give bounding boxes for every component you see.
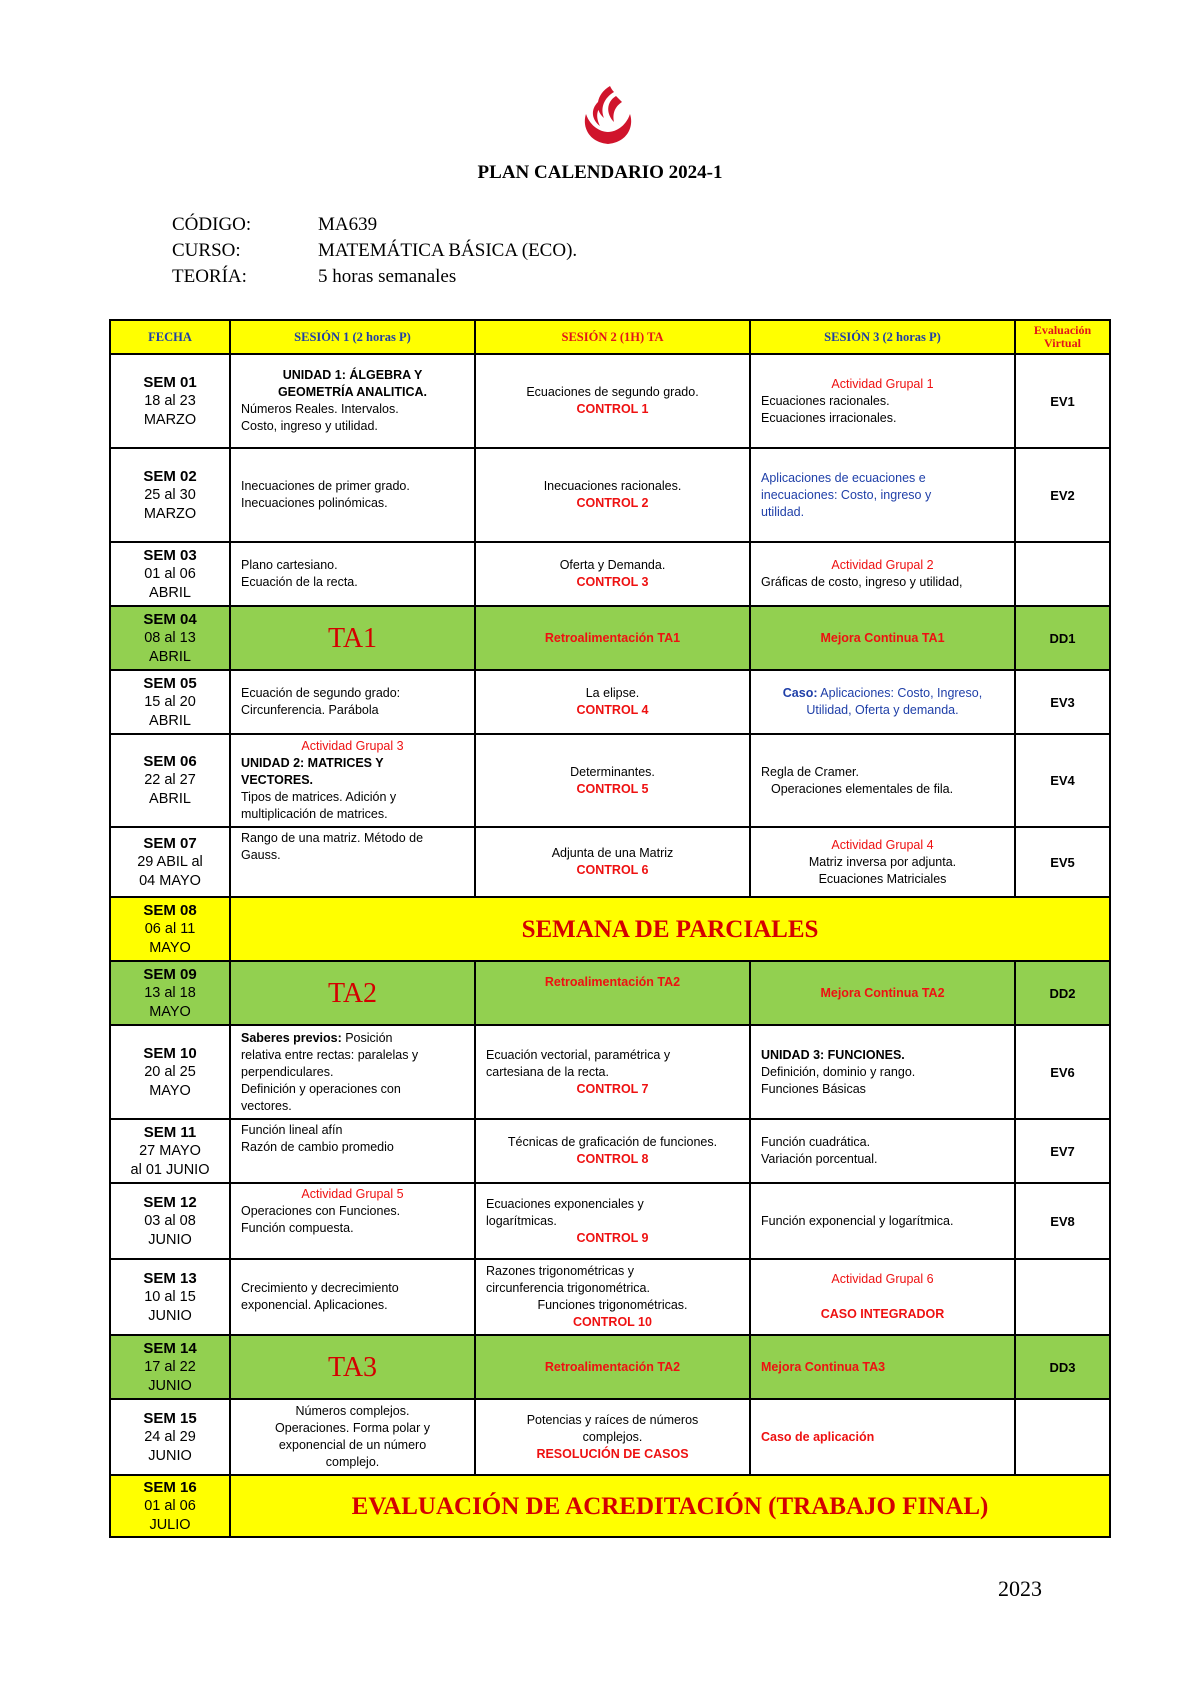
- topic: Plano cartesiano.: [241, 558, 338, 572]
- table-row: [110, 827, 1110, 897]
- topic: Ecuación de la recta.: [241, 575, 358, 589]
- unit-title: UNIDAD 1: ÁLGEBRA Y: [282, 368, 423, 382]
- week-month: MARZO: [143, 505, 197, 522]
- evaluation-cell: EV1: [1015, 354, 1110, 448]
- improvement-label: Mejora Continua TA1: [750, 606, 1015, 670]
- week-label: SEM 06: [143, 753, 197, 770]
- topic: exponencial. Aplicaciones.: [241, 1298, 388, 1312]
- week-month: MARZO: [143, 411, 197, 428]
- group-activity: Actividad Grupal 5: [301, 1187, 404, 1201]
- session3-cell: [750, 1399, 1015, 1475]
- improvement-label: Mejora Continua TA3: [750, 1335, 1015, 1399]
- session2-cell: [475, 734, 750, 827]
- topic: Ecuaciones Matriciales: [818, 871, 947, 886]
- week-month: 04 MAYO: [139, 872, 201, 889]
- case-resolution-label: RESOLUCIÓN DE CASOS: [536, 1446, 689, 1461]
- week-month: JUNIO: [148, 1307, 192, 1324]
- document-title: PLAN CALENDARIO 2024-1: [477, 162, 723, 183]
- evaluation-cell: EV4: [1015, 734, 1110, 827]
- topic: Razón de cambio promedio: [241, 1140, 394, 1154]
- week-cell: [110, 827, 230, 897]
- control-label: CONTROL 1: [576, 402, 649, 416]
- evaluation-cell: DD1: [1015, 606, 1110, 670]
- table-row: [110, 542, 1110, 606]
- topic: vectores.: [241, 1098, 292, 1113]
- topic: Oferta y Demanda.: [559, 558, 666, 572]
- col-sesion1: SESIÓN 1 (2 horas P): [230, 320, 475, 354]
- topic: Ecuación vectorial, paramétrica y: [486, 1047, 671, 1062]
- week-dates: 15 al 20: [144, 693, 196, 710]
- topic: Operaciones elementales de fila.: [771, 781, 954, 796]
- ta-label: TA2: [230, 961, 475, 1025]
- unit-title: VECTORES.: [241, 773, 314, 787]
- curso-value: MATEMÁTICA BÁSICA (ECO).: [318, 240, 578, 261]
- week-cell: [110, 961, 230, 1025]
- week-dates: 03 al 08: [144, 1212, 196, 1229]
- topic: Aplicaciones de ecuaciones e: [761, 470, 926, 485]
- week-cell: [110, 1399, 230, 1475]
- application-case-label: Caso de aplicación: [761, 1429, 875, 1444]
- control-label: CONTROL 8: [576, 1152, 649, 1166]
- group-activity: Actividad Grupal 4: [831, 837, 934, 852]
- session3-cell: [750, 670, 1015, 734]
- week-dates: 27 MAYO: [139, 1142, 201, 1159]
- week-dates: 17 al 22: [144, 1358, 196, 1375]
- session1-cell: [230, 1259, 475, 1335]
- evaluation-cell: DD3: [1015, 1335, 1110, 1399]
- topic: Función lineal afín: [241, 1123, 343, 1137]
- topic: Números Reales. Intervalos.: [241, 402, 399, 416]
- topic: La elipse.: [585, 686, 640, 700]
- week-month: MAYO: [149, 1003, 191, 1020]
- week-label: SEM 02: [143, 467, 197, 485]
- col-fecha: FECHA: [110, 320, 230, 354]
- topic: cartesiana de la recta.: [486, 1064, 609, 1079]
- session2-cell: [475, 1259, 750, 1335]
- topic: Determinantes.: [570, 764, 655, 779]
- university-logo: [580, 84, 636, 146]
- topic: logarítmicas.: [486, 1213, 557, 1228]
- topic: Gauss.: [241, 848, 281, 862]
- ta-label: TA1: [230, 606, 475, 670]
- prior-knowledge-label: Saberes previos:: [241, 1030, 342, 1045]
- calendar-table: [109, 319, 1111, 1538]
- week-dates: 01 al 06: [144, 1497, 196, 1514]
- week-cell: [110, 606, 230, 670]
- topic: relativa entre rectas: paralelas y: [241, 1047, 419, 1062]
- topic: Números complejos.: [295, 1404, 410, 1418]
- topic: Circunferencia. Parábola: [241, 703, 379, 717]
- week-dates: 20 al 25: [144, 1063, 196, 1080]
- feedback-label: Retroalimentación TA2: [475, 961, 750, 1025]
- session1-cell: [230, 827, 475, 897]
- session2-cell: [475, 354, 750, 448]
- week-label: SEM 11: [143, 1123, 197, 1141]
- col-evaluacion: Evaluación Virtual: [1015, 320, 1110, 354]
- session3-cell: [750, 1119, 1015, 1183]
- topic: Definición y operaciones con: [241, 1081, 401, 1096]
- topic: Ecuaciones de segundo grado.: [526, 385, 699, 399]
- week-month: ABRIL: [149, 584, 191, 601]
- control-label: CONTROL 3: [576, 575, 649, 589]
- topic: Razones trigonométricas y: [486, 1264, 634, 1278]
- topic: Funciones trigonométricas.: [537, 1298, 688, 1312]
- evaluation-cell: EV3: [1015, 670, 1110, 734]
- table-row: [110, 1399, 1110, 1475]
- session1-cell: [230, 542, 475, 606]
- session2-cell: [475, 670, 750, 734]
- week-label: SEM 14: [143, 1339, 197, 1357]
- week-dates: 22 al 27: [144, 772, 196, 788]
- week-dates: 24 al 29: [144, 1428, 196, 1445]
- session1-cell: [230, 670, 475, 734]
- topic: complejo.: [325, 1455, 380, 1469]
- week-cell: [110, 1259, 230, 1335]
- table-row: [110, 961, 1110, 1025]
- topic: Rango de una matriz. Método de: [241, 831, 424, 845]
- topic: Inecuaciones de primer grado.: [241, 479, 410, 493]
- group-activity: Actividad Grupal 6: [831, 1272, 934, 1286]
- topic: Definición, dominio y rango.: [761, 1064, 916, 1079]
- topic: Crecimiento y decrecimiento: [241, 1281, 399, 1295]
- evaluation-cell: DD2: [1015, 961, 1110, 1025]
- topic: Utilidad, Oferta y demanda.: [806, 703, 959, 717]
- week-month: JUNIO: [148, 1377, 192, 1394]
- week-label: SEM 09: [143, 965, 197, 983]
- topic: Potencias y raíces de números: [526, 1412, 699, 1427]
- final-evaluation-banner: EVALUACIÓN DE ACREDITACIÓN (TRABAJO FINAL): [230, 1475, 1110, 1537]
- topic: Funciones Básicas: [761, 1081, 866, 1096]
- session1-cell: [230, 1399, 475, 1475]
- integrating-case-label: CASO INTEGRADOR: [820, 1307, 945, 1321]
- week-month: MAYO: [149, 1082, 191, 1099]
- topic: inecuaciones: Costo, ingreso y: [761, 487, 932, 502]
- session3-cell: [750, 1183, 1015, 1259]
- week-cell: [110, 734, 230, 827]
- week-cell: [110, 448, 230, 542]
- topic: Tipos de matrices. Adición y: [241, 790, 397, 804]
- week-dates: 25 al 30: [144, 486, 196, 503]
- topic: Función cuadrática.: [761, 1135, 871, 1149]
- table-row: [110, 1183, 1110, 1259]
- week-dates: 29 ABIL al: [137, 853, 203, 870]
- week-label: SEM 07: [143, 834, 197, 852]
- table-row: [110, 897, 1110, 961]
- topic: Matriz inversa por adjunta.: [808, 854, 957, 869]
- week-label: SEM 15: [143, 1409, 197, 1427]
- table-header: [110, 320, 1110, 354]
- week-label: SEM 13: [143, 1269, 197, 1287]
- control-label: CONTROL 5: [576, 781, 649, 796]
- table-row: [110, 1025, 1110, 1119]
- week-cell: [110, 1475, 230, 1537]
- week-month: JULIO: [149, 1516, 191, 1533]
- week-dates: 18 al 23: [144, 392, 196, 409]
- control-label: CONTROL 6: [576, 863, 649, 877]
- topic: exponencial de un número: [278, 1438, 427, 1452]
- session3-cell: [750, 448, 1015, 542]
- week-cell: [110, 670, 230, 734]
- unit-title: UNIDAD 3: FUNCIONES.: [761, 1047, 905, 1062]
- week-label: SEM 12: [143, 1193, 197, 1211]
- teoria-value: 5 horas semanales: [318, 266, 457, 287]
- week-label: SEM 01: [143, 373, 197, 391]
- week-dates: 10 al 15: [144, 1288, 196, 1305]
- exam-week-banner: SEMANA DE PARCIALES: [230, 897, 1110, 961]
- unit-title: GEOMETRÍA ANALITICA.: [277, 385, 428, 399]
- week-label: SEM 03: [143, 546, 197, 564]
- topic: Ecuaciones exponenciales y: [486, 1196, 644, 1211]
- codigo-label: CÓDIGO:: [172, 214, 252, 235]
- topic: Variación porcentual.: [761, 1152, 878, 1166]
- week-label: SEM 16: [143, 1478, 197, 1496]
- session2-cell: [475, 1025, 750, 1119]
- topic: Ecuaciones racionales.: [761, 393, 890, 408]
- table-row: [110, 1259, 1110, 1335]
- topic: Adjunta de una Matriz: [551, 846, 674, 860]
- topic: Regla de Cramer.: [761, 764, 859, 779]
- topic: Operaciones con Funciones.: [241, 1204, 401, 1218]
- session1-cell: [230, 354, 475, 448]
- topic: circunferencia trigonométrica.: [486, 1281, 650, 1295]
- topic: Inecuaciones polinómicas.: [241, 496, 388, 510]
- evaluation-cell: EV7: [1015, 1119, 1110, 1183]
- topic: utilidad.: [761, 504, 805, 519]
- table-row: [110, 606, 1110, 670]
- week-label: SEM 05: [143, 674, 197, 692]
- topic: Aplicaciones: Costo, Ingreso,: [817, 686, 983, 700]
- week-month: JUNIO: [148, 1447, 192, 1464]
- session2-cell: [475, 827, 750, 897]
- topic: multiplicación de matrices.: [241, 807, 388, 821]
- week-cell: [110, 1025, 230, 1119]
- curso-label: CURSO:: [172, 240, 241, 261]
- week-cell: [110, 542, 230, 606]
- col-sesion3: SESIÓN 3 (2 horas P): [750, 320, 1015, 354]
- topic: Gráficas de costo, ingreso y utilidad,: [761, 575, 963, 589]
- evaluation-cell: EV6: [1015, 1025, 1110, 1119]
- col-sesion2: SESIÓN 2 (1H) TA: [475, 320, 750, 354]
- table-row: [110, 670, 1110, 734]
- session2-cell: [475, 1399, 750, 1475]
- session3-cell: [750, 542, 1015, 606]
- teoria-label: TEORÍA:: [172, 266, 247, 287]
- topic: Posición: [341, 1030, 393, 1045]
- table-row: [110, 1119, 1110, 1183]
- case-label: Caso:: [782, 686, 818, 700]
- topic: complejos.: [582, 1429, 643, 1444]
- week-month: al 01 JUNIO: [130, 1161, 210, 1178]
- control-label: CONTROL 4: [576, 703, 649, 717]
- table-row: [110, 354, 1110, 448]
- ta-label: TA3: [230, 1335, 475, 1399]
- evaluation-cell: EV8: [1015, 1183, 1110, 1259]
- session3-cell: [750, 1259, 1015, 1335]
- topic: Ecuaciones irracionales.: [761, 410, 897, 425]
- week-month: ABRIL: [149, 648, 191, 665]
- topic: perpendiculares.: [241, 1064, 334, 1079]
- session3-cell: [750, 734, 1015, 827]
- evaluation-cell: EV5: [1015, 827, 1110, 897]
- session2-cell: [475, 1183, 750, 1259]
- topic: Inecuaciones racionales.: [543, 479, 682, 493]
- group-activity: Actividad Grupal 2: [831, 558, 934, 572]
- session1-cell: [230, 1119, 475, 1183]
- table-row: [110, 448, 1110, 542]
- session3-cell: [750, 827, 1015, 897]
- evaluation-cell: [1015, 542, 1110, 606]
- topic: Operaciones. Forma polar y: [275, 1421, 430, 1435]
- week-label: SEM 08: [143, 901, 197, 919]
- week-dates: 06 al 11: [144, 920, 196, 937]
- feedback-label: Retroalimentación TA1: [475, 606, 750, 670]
- week-month: MAYO: [149, 939, 191, 956]
- feedback-label: Retroalimentación TA2: [475, 1335, 750, 1399]
- control-label: CONTROL 10: [573, 1315, 652, 1329]
- table-row: [110, 1335, 1110, 1399]
- session1-cell: [230, 448, 475, 542]
- control-label: CONTROL 7: [576, 1081, 649, 1096]
- week-cell: [110, 1183, 230, 1259]
- session2-cell: [475, 1119, 750, 1183]
- control-label: CONTROL 2: [576, 496, 649, 510]
- improvement-label: Mejora Continua TA2: [750, 961, 1015, 1025]
- evaluation-cell: EV2: [1015, 448, 1110, 542]
- week-cell: [110, 897, 230, 961]
- topic: Técnicas de graficación de funciones.: [507, 1135, 718, 1149]
- week-cell: [110, 1119, 230, 1183]
- footer-year: 2023: [998, 1576, 1042, 1601]
- session3-cell: [750, 1025, 1015, 1119]
- week-dates: 08 al 13: [144, 629, 196, 646]
- evaluation-cell: [1015, 1259, 1110, 1335]
- table-row: [110, 1475, 1110, 1537]
- group-activity: Actividad Grupal 3: [301, 739, 404, 753]
- week-cell: [110, 354, 230, 448]
- week-label: SEM 10: [143, 1044, 197, 1062]
- week-month: ABRIL: [149, 791, 191, 807]
- topic: Función exponencial y logarítmica.: [761, 1213, 954, 1228]
- codigo-value: MA639: [318, 214, 378, 235]
- control-label: CONTROL 9: [576, 1230, 649, 1245]
- week-month: ABRIL: [149, 712, 191, 729]
- week-label: SEM 04: [143, 610, 197, 628]
- topic: Función compuesta.: [241, 1221, 354, 1235]
- topic: Ecuación de segundo grado:: [241, 686, 401, 700]
- session2-cell: [475, 542, 750, 606]
- unit-title: UNIDAD 2: MATRICES Y: [241, 756, 384, 770]
- week-month: JUNIO: [148, 1231, 192, 1248]
- week-dates: 01 al 06: [144, 565, 196, 582]
- session2-cell: [475, 448, 750, 542]
- group-activity: Actividad Grupal 1: [831, 376, 934, 391]
- session3-cell: [750, 354, 1015, 448]
- evaluation-cell: [1015, 1399, 1110, 1475]
- topic: Costo, ingreso y utilidad.: [241, 419, 378, 433]
- week-dates: 13 al 18: [144, 984, 196, 1001]
- course-info: [172, 212, 577, 290]
- session1-cell: [230, 1025, 475, 1119]
- table-row: [110, 734, 1110, 827]
- session1-cell: [230, 734, 475, 827]
- week-cell: [110, 1335, 230, 1399]
- session1-cell: [230, 1183, 475, 1259]
